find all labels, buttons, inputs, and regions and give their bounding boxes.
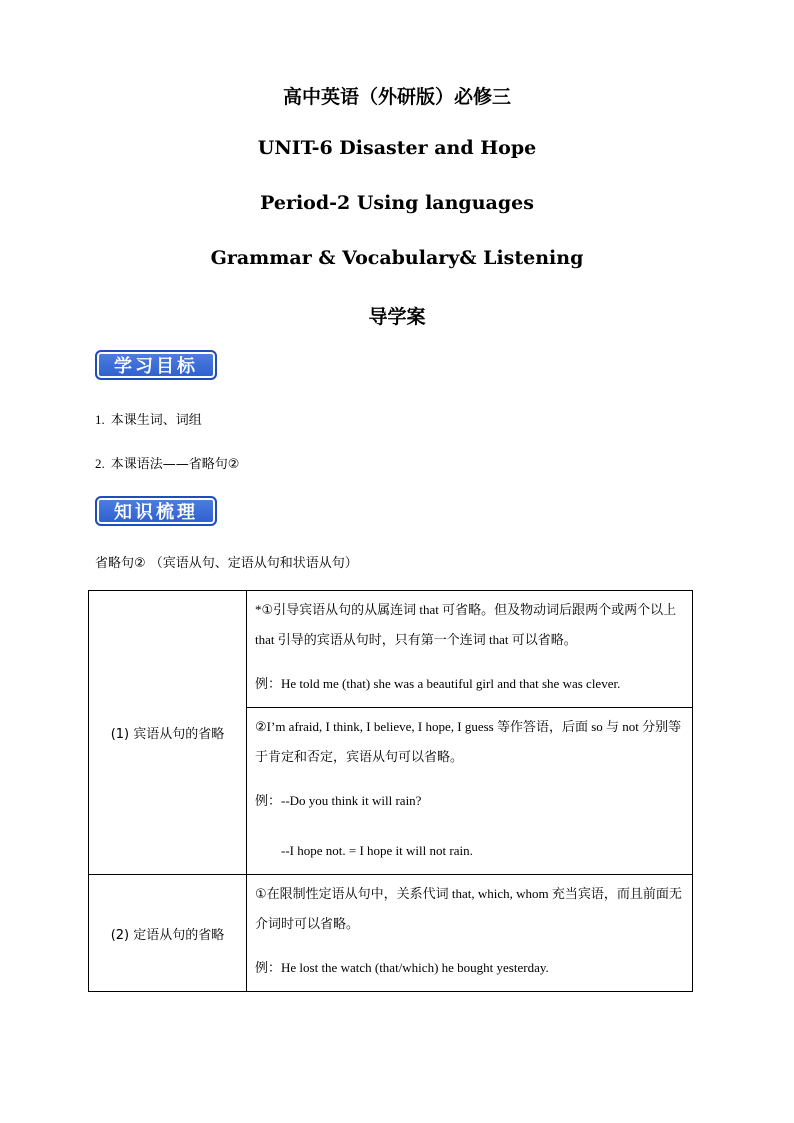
example-answer-text: --I hope not. = I hope it will not rain. (281, 843, 473, 858)
objective-text: 本课生词、词组 (110, 413, 202, 428)
unit-title: UNIT-6 Disaster and Hope (257, 137, 537, 159)
table-cell (247, 708, 693, 875)
table-row (89, 875, 693, 992)
objective-item-2 (95, 453, 239, 472)
rule-text: *①引导宾语从句的从属连词 that 可省略。但及物动词后跟两个或两个以上 that 引导的宾语从句时，只有第一个连词 that 可以省略。 (255, 602, 677, 647)
objective-number: 1. (95, 412, 105, 427)
knowledge-intro: 省略句② （宾语从句、定语从句和状语从句） (95, 556, 358, 571)
row-label-attributive-clause: (2) 定语从句的省略 (89, 875, 247, 992)
row-label-object-clause: (1) 宾语从句的省略 (89, 591, 247, 875)
guide-title: 导学案 (368, 306, 426, 328)
topic-title: Grammar & Vocabulary& Listening (210, 247, 584, 269)
table-cell (247, 591, 693, 708)
table-cell (247, 875, 693, 992)
table-row (89, 591, 693, 708)
document-title: 高中英语（外研版）必修三 (282, 86, 511, 108)
rule-text: ②I’m afraid, I think, I believe, I hope, I guess 等作答语，后面 so 与 not 分别等于肯定和否定，宾语从句可以省略。 (255, 719, 682, 764)
objective-number: 2. (95, 456, 105, 471)
rule-text: ①在限制性定语从句中，关系代词 that, which, whom 充当宾语，而且前面无介词时可以省略。 (255, 886, 682, 931)
objectives-badge: 学习目标 (95, 350, 217, 380)
knowledge-badge: 知识梳理 (95, 496, 217, 526)
period-title: Period-2 Using languages (260, 192, 534, 214)
example-text: 例：He lost the watch (that/which) he bought yesterday. (255, 960, 549, 975)
objective-text: 本课语法——省略句② (110, 457, 240, 472)
objective-item-1 (95, 409, 202, 428)
example-text: 例：--Do you think it will rain? (255, 793, 422, 808)
example-text: 例：He told me (that) she was a beautiful girl and that she was clever. (255, 676, 621, 691)
grammar-table (88, 590, 693, 992)
